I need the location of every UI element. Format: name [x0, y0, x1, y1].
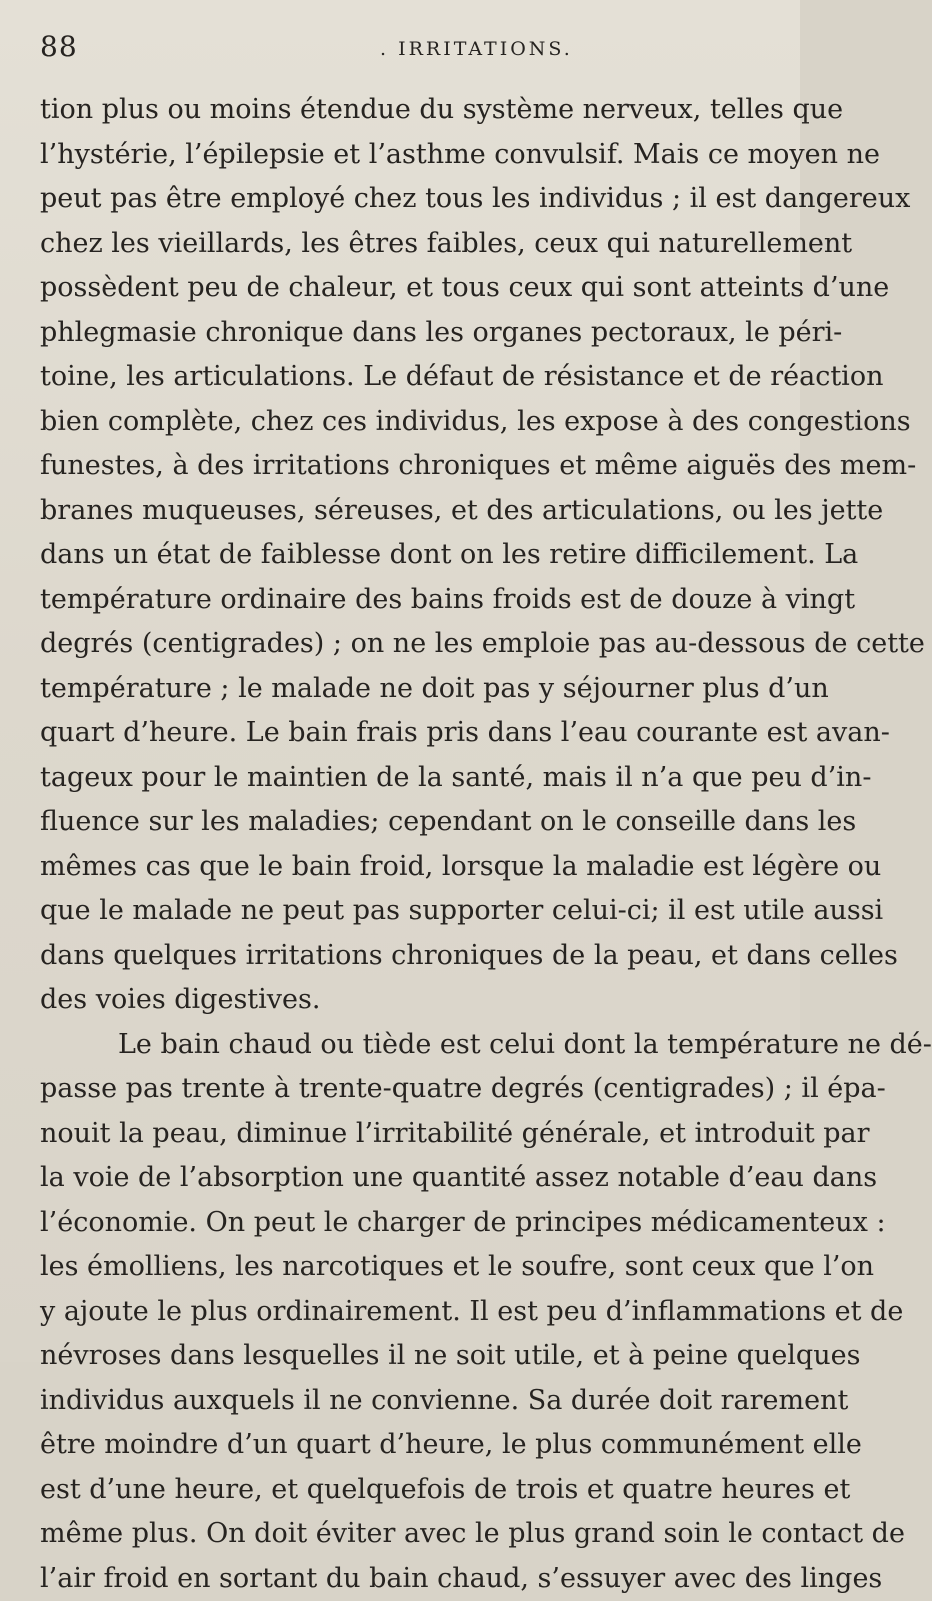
text-line: est d’une heure, et quelquefois de trois et quatre heures et [40, 1468, 770, 1513]
text-line: branes muqueuses, séreuses, et des articulations, ou les jette [40, 489, 770, 534]
text-line: mêmes cas que le bain froid, lorsque la maladie est légère ou [40, 845, 770, 890]
text-line: phlegmasie chronique dans les organes pectoraux, le péri- [40, 311, 770, 356]
text-line: chez les vieillards, les êtres faibles, ceux qui naturellement [40, 222, 770, 267]
text-line: quart d’heure. Le bain frais pris dans l’eau courante est avan- [40, 711, 770, 756]
text-line: possèdent peu de chaleur, et tous ceux qui sont atteints d’une [40, 266, 770, 311]
text-line: les émolliens, les narcotiques et le soufre, sont ceux que l’on [40, 1245, 770, 1290]
text-line: l’économie. On peut le charger de principes médicamenteux : [40, 1201, 770, 1246]
text-line: être moindre d’un quart d’heure, le plus communément elle [40, 1423, 770, 1468]
text-line: dans quelques irritations chroniques de la peau, et dans celles [40, 934, 770, 979]
text-line: passe pas trente à trente-quatre degrés (centigrades) ; il épa- [40, 1067, 770, 1112]
text-line: névroses dans lesquelles il ne soit utile, et à peine quelques [40, 1334, 770, 1379]
text-line: température ; le malade ne doit pas y séjourner plus d’un [40, 667, 770, 712]
text-line: peut pas être employé chez tous les individus ; il est dangereux [40, 177, 770, 222]
body-text [40, 88, 770, 1601]
text-line: individus auxquels il ne convienne. Sa durée doit rarement [40, 1379, 770, 1424]
page-number: 88 [40, 30, 78, 63]
paragraph-end-line: des voies digestives. [40, 978, 770, 1023]
paragraph-start-line: Le bain chaud ou tiède est celui dont la température ne dé- [40, 1023, 770, 1068]
text-line: tageux pour le maintien de la santé, mais il n’a que peu d’in- [40, 756, 770, 801]
text-line: bien complète, chez ces individus, les expose à des congestions [40, 400, 770, 445]
text-line: même plus. On doit éviter avec le plus grand soin le contact de [40, 1512, 770, 1557]
text-line: que le malade ne peut pas supporter celui-ci; il est utile aussi [40, 889, 770, 934]
text-line: température ordinaire des bains froids est de douze à vingt [40, 578, 770, 623]
text-line: toine, les articulations. Le défaut de résistance et de réaction [40, 355, 770, 400]
text-line: y ajoute le plus ordinairement. Il est peu d’inflammations et de [40, 1290, 770, 1335]
text-line: l’hystérie, l’épilepsie et l’asthme convulsif. Mais ce moyen ne [40, 133, 770, 178]
text-line: dans un état de faiblesse dont on les retire difficilement. La [40, 533, 770, 578]
text-line: degrés (centigrades) ; on ne les emploie pas au-dessous de cette [40, 622, 770, 667]
text-line: l’air froid en sortant du bain chaud, s’essuyer avec des linges [40, 1557, 770, 1601]
text-line: la voie de l’absorption une quantité assez notable d’eau dans [40, 1156, 770, 1201]
running-title: . IRRITATIONS. [380, 38, 573, 60]
text-line: funestes, à des irritations chroniques et même aiguës des mem- [40, 444, 770, 489]
text-line: nouit la peau, diminue l’irritabilité générale, et introduit par [40, 1112, 770, 1157]
text-line: tion plus ou moins étendue du système nerveux, telles que [40, 88, 770, 133]
text-line: fluence sur les maladies; cependant on le conseille dans les [40, 800, 770, 845]
